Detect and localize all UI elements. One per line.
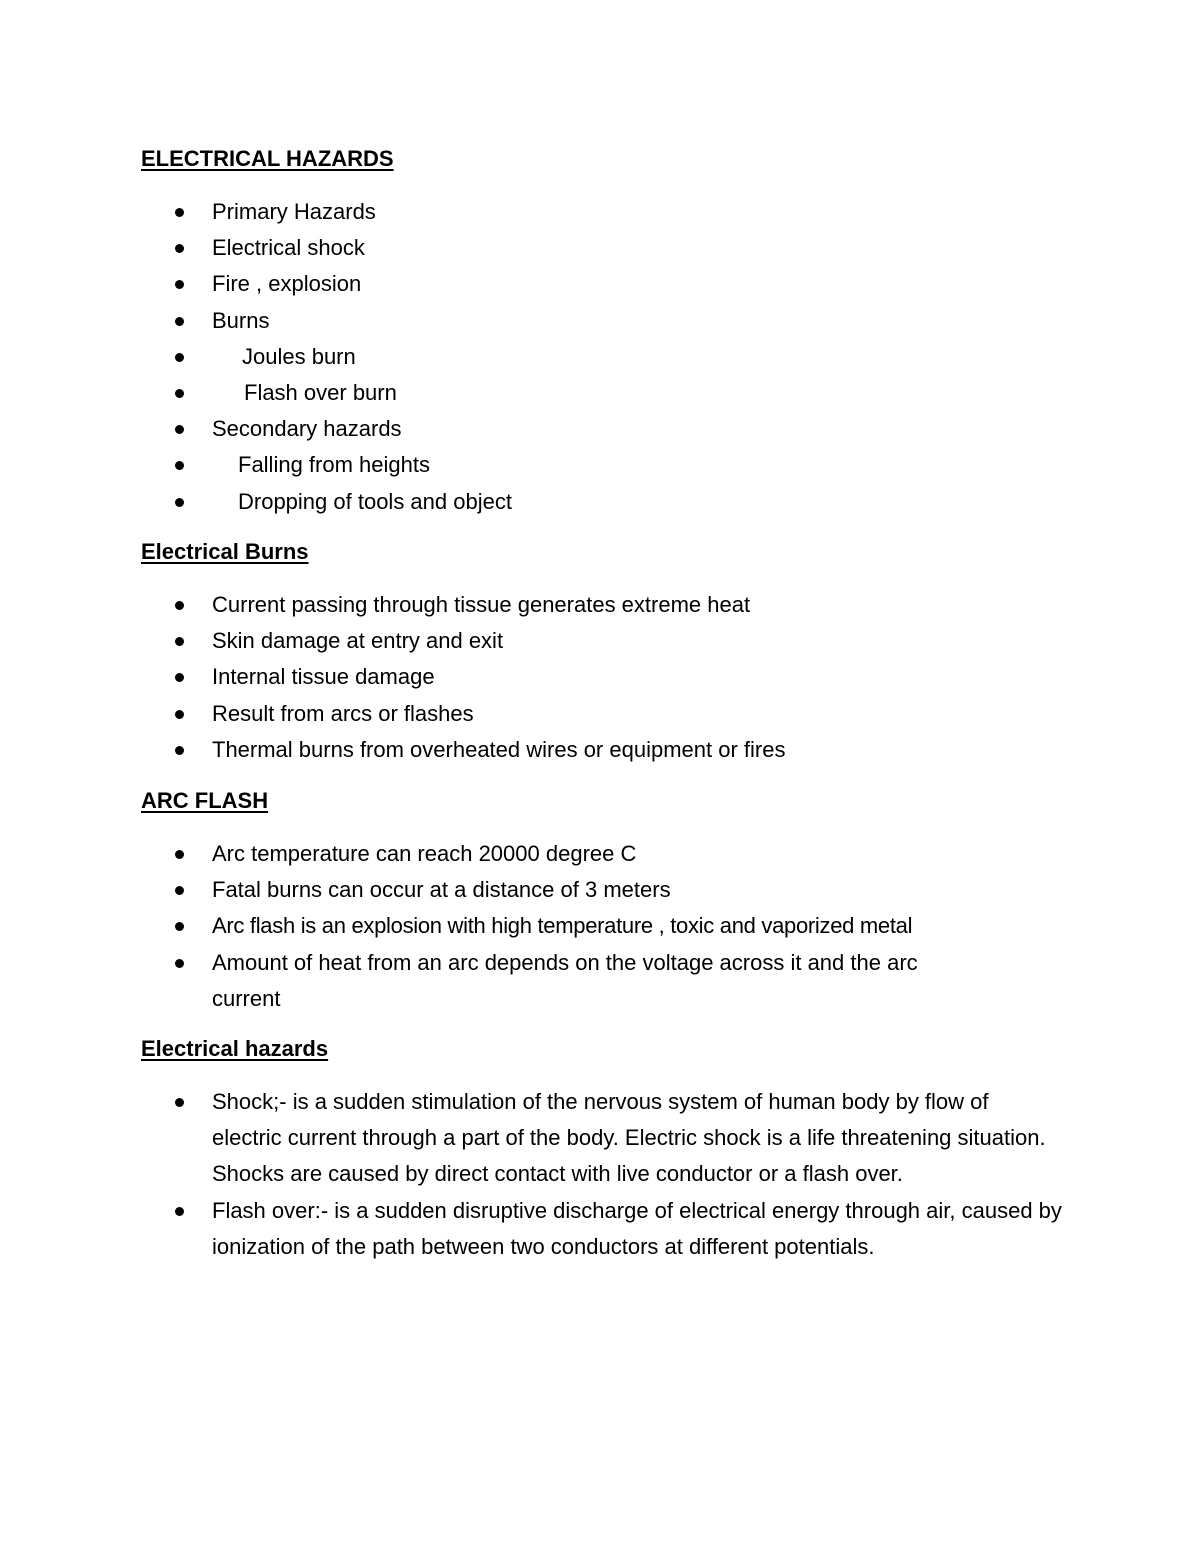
list-item (141, 732, 1081, 768)
section-arc-flash (141, 788, 1081, 1017)
section-heading: Electrical Burns (141, 539, 309, 564)
bullet-icon (175, 959, 184, 968)
list-item (141, 836, 1051, 872)
list-item (141, 872, 1051, 908)
list-item-text: Burns (212, 307, 270, 333)
list-item-text: Flash over:- is a sudden disruptive discharge of electrical energy through air, caused by ionization of the path between two conductors at different potentials. (212, 1197, 1062, 1259)
list-item-text: Joules burn (242, 343, 356, 369)
bullet-icon (175, 208, 184, 217)
section-electrical-hazards (141, 146, 1081, 520)
bullet-icon (175, 425, 184, 434)
bullet-icon (175, 710, 184, 719)
list-item (141, 194, 1081, 230)
list-item-text: Shock;- is a sudden stimulation of the nervous system of human body by flow of electric current through a part of the body. Electric shock is a life threatening situation. Shocks are caused by direct contact with live conductor or a flash over. (212, 1089, 1046, 1187)
list-item-text: Result from arcs or flashes (212, 700, 474, 726)
bullet-icon (175, 1098, 184, 1107)
bullet-list (141, 836, 1051, 1017)
list-item-text: Secondary hazards (212, 416, 402, 442)
list-item (141, 659, 1081, 695)
list-item (141, 230, 1081, 266)
bullet-icon (175, 1207, 184, 1216)
bullet-icon (175, 389, 184, 398)
bullet-icon (175, 886, 184, 895)
list-item-text: Amount of heat from an arc depends on the voltage across it and the arc current (212, 949, 918, 1011)
list-item (141, 303, 1081, 339)
list-item-text: Fatal burns can occur at a distance of 3 meters (212, 877, 671, 903)
list-item-text: Fire , explosion (212, 271, 362, 297)
list-item (141, 587, 1081, 623)
section-heading: ARC FLASH (141, 788, 269, 813)
bullet-list (141, 587, 1081, 768)
bullet-icon (175, 498, 184, 507)
list-item-text: Dropping of tools and object (238, 488, 512, 514)
list-item-text: Falling from heights (238, 452, 430, 478)
list-item-text: Current passing through tissue generates extreme heat (212, 592, 751, 617)
bullet-list (141, 1084, 1071, 1265)
list-item (141, 266, 1081, 302)
bullet-icon (175, 746, 184, 755)
list-item (141, 945, 1051, 1017)
list-item-text: Primary Hazards (212, 199, 376, 224)
list-item (141, 447, 1081, 483)
list-item (141, 411, 1081, 447)
bullet-icon (175, 244, 184, 253)
section-electrical-hazards-detail (141, 1036, 1081, 1265)
list-item (141, 484, 1081, 520)
list-item (141, 1193, 1071, 1265)
list-item (141, 623, 1081, 659)
list-item-text: Arc temperature can reach 20000 degree C (212, 841, 637, 866)
bullet-icon (175, 922, 184, 931)
bullet-icon (175, 317, 184, 326)
section-heading: ELECTRICAL HAZARDS (141, 146, 394, 171)
list-item (141, 908, 1051, 944)
section-electrical-burns (141, 539, 1081, 768)
bullet-icon (175, 850, 184, 859)
bullet-icon (175, 461, 184, 470)
bullet-icon (175, 601, 184, 610)
bullet-list (141, 194, 1081, 520)
list-item-text: Flash over burn (244, 380, 397, 406)
bullet-icon (175, 637, 184, 646)
list-item (141, 1084, 1071, 1193)
bullet-icon (175, 353, 184, 362)
list-item (141, 339, 1081, 375)
bullet-icon (175, 673, 184, 682)
list-item-text: Skin damage at entry and exit (212, 628, 504, 654)
list-item-text: Internal tissue damage (212, 664, 435, 690)
section-heading: Electrical hazards (141, 1036, 329, 1061)
list-item (141, 375, 1081, 411)
bullet-icon (175, 280, 184, 289)
list-item (141, 696, 1081, 732)
list-item-text: Arc flash is an explosion with high temperature , toxic and vaporized metal (212, 913, 913, 939)
list-item-text: Electrical shock (212, 235, 365, 261)
list-item-text: Thermal burns from overheated wires or equipment or fires (212, 736, 786, 762)
